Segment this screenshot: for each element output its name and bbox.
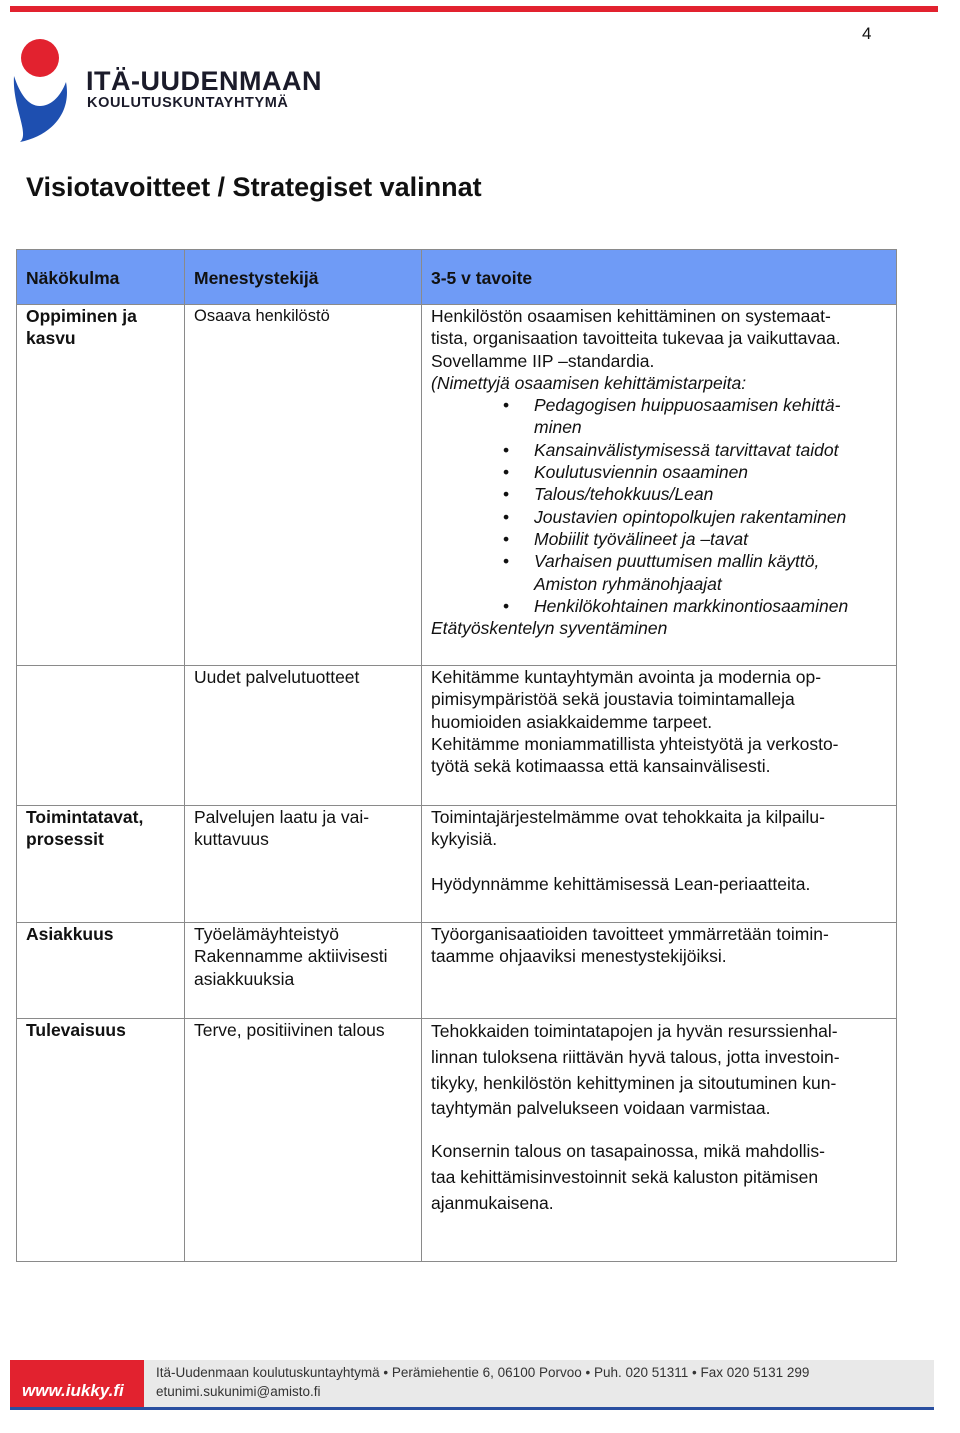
list-item: • Varhaisen puuttumisen mallin käyttö, Amiston ryhmänohjaajat — [534, 550, 888, 595]
factor-cell: Palvelujen laatu ja vai- kuttavuus — [185, 806, 422, 923]
table-row — [17, 305, 897, 666]
table-row — [17, 1019, 897, 1262]
goal-cell: Tehokkaiden toimintatapojen ja hyvän resurssienhal- linnan tuloksena riittävän hyvä talous, jotta investoin- tikyky, henkilöstön kehittyminen ja sitoutuminen kun- tayhtymän palvelukseen voidaan varmistaa. Konsernin talous on tasapainossa, mikä mahdollis- taa kehittämisinvestoinnit sekä kaluston pitämisen ajanmukaisena. — [422, 1019, 897, 1262]
goal-cell: Kehitämme kuntayhtymän avointa ja modernia op- pimisympäristöä sekä joustavia toimintamalleja huomioiden asiakkaidemme tarpeet. Kehitämme moniammatillista yhteistyötä ja verkosto- työtä sekä kotimaassa että kansainvälisesti. — [422, 666, 897, 806]
goal-cell: Toimintajärjestelmämme ovat tehokkaita ja kilpailu- kykyisiä. Hyödynnämme kehittämisessä Lean-periaatteita. — [422, 806, 897, 923]
factor-cell: Osaava henkilöstö — [185, 305, 422, 666]
table-header-row — [17, 250, 897, 305]
list-item: • Joustavien opintopolkujen rakentaminen — [534, 506, 888, 528]
table-row — [17, 806, 897, 923]
factor-cell: Uudet palvelutuotteet — [185, 666, 422, 806]
perspective-cell: Oppiminen ja kasvu — [17, 305, 185, 666]
header-success-factor: Menestystekijä — [185, 250, 422, 305]
footer-contact-line: Itä-Uudenmaan koulutuskuntayhtymä • Perämiehentie 6, 06100 Porvoo • Puh. 020 51311 • Fax 020 5131 299 — [156, 1365, 810, 1380]
list-item: • Talous/tehokkuus/Lean — [534, 483, 888, 505]
goal-cell: Työorganisaatioiden tavoitteet ymmärretään toimin- taamme ohjaaviksi menestystekijöiksi. — [422, 923, 897, 1019]
page-number: 4 — [862, 24, 872, 43]
table-row — [17, 923, 897, 1019]
factor-cell: Työelämäyhteistyö Rakennamme aktiivisesti asiakkuuksia — [185, 923, 422, 1019]
top-red-rule — [10, 6, 938, 12]
logo-line-2: KOULUTUSKUNTAYHTYMÄ — [87, 95, 289, 111]
footer-blue-rule — [10, 1407, 934, 1410]
perspective-cell: Toimintatavat, prosessit — [17, 806, 185, 923]
goal-cell: Henkilöstön osaamisen kehittäminen on systemaat- tista, organisaation tavoitteita tukevaa ja vaikuttavaa. Sovellamme IIP –standardia. (Nimettyjä osaamisen kehittämistarpeita: • Pedagogisen huippuosaamisen kehittä- minen • Kansainvälistymisessä tarvittavat taidot • Koulutusviennin osaaminen • Talous/tehokkuus/Lean • Joustavien opintopolkujen rakentaminen • Mobiilit työvälineet ja –tavat • Varhaisen puuttumisen mallin käyttö, Amiston ryhmänohjaajat • Henkilökohtainen markkinontiosaaminen Etätyöskentelyn syventäminen — [422, 305, 897, 666]
footer-website: www.iukky.fi — [22, 1381, 124, 1400]
header-goal: 3-5 v tavoite — [422, 250, 897, 305]
logo-line-1: ITÄ-UUDENMAAN — [86, 66, 322, 96]
perspective-cell: Tulevaisuus — [17, 1019, 185, 1262]
list-item: • Henkilökohtainen markkinontiosaaminen — [534, 595, 888, 617]
document-title: Visiotavoitteet / Strategiset valinnat — [26, 172, 482, 202]
list-item: • Pedagogisen huippuosaamisen kehittä- minen — [534, 394, 888, 439]
table-row — [17, 666, 897, 806]
development-needs-list — [431, 394, 888, 617]
header-perspective: Näkökulma — [17, 250, 185, 305]
list-item: • Kansainvälistymisessä tarvittavat taidot — [534, 439, 888, 461]
strategy-table — [16, 249, 897, 1262]
perspective-cell: Asiakkuus — [17, 923, 185, 1019]
factor-cell: Terve, positiivinen talous — [185, 1019, 422, 1262]
list-item: • Mobiilit työvälineet ja –tavat — [534, 528, 888, 550]
footer-email-line: etunimi.sukunimi@amisto.fi — [156, 1384, 321, 1399]
perspective-cell — [17, 666, 185, 806]
list-item: • Koulutusviennin osaaminen — [534, 461, 888, 483]
